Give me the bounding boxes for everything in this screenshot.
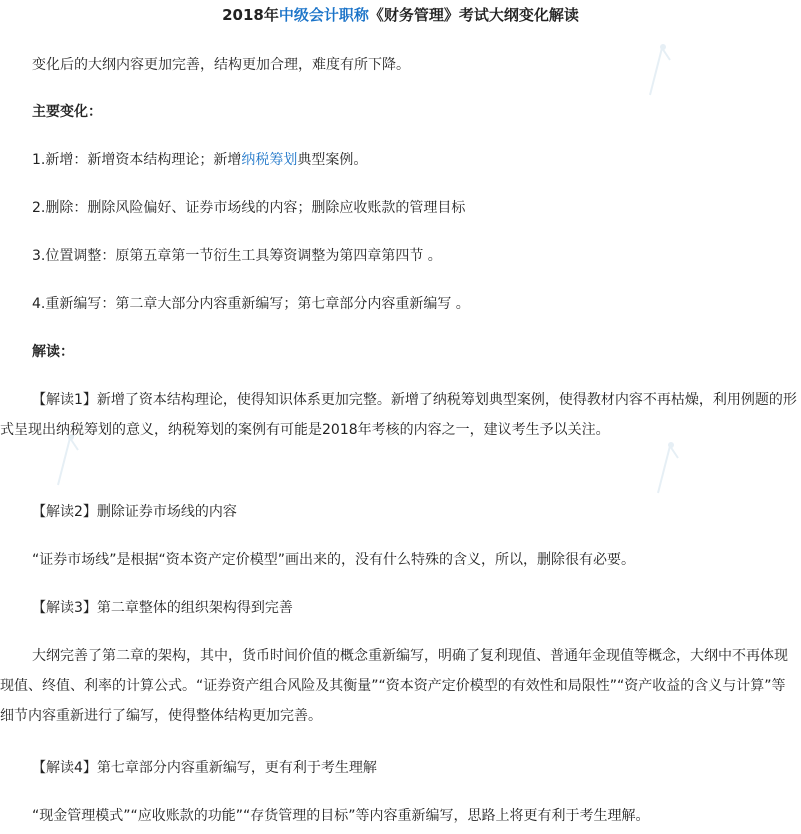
interpretation-4-body: “现金管理模式”“应收账款的功能”“存货管理的目标”等内容重新编写，思路上将更有利于考生理解。 (32, 808, 650, 824)
tax-planning-link[interactable]: 纳税筹划 (241, 152, 298, 168)
analysis-heading: 解读： (32, 344, 74, 360)
interpretation-3-body: 大纲完善了第二章的架构，其中，货币时间价值的概念重新编写，明确了复利现值、普通年金现值等概念，大纲中不再体现现值、终值、利率的计算公式。“证券资产组合风险及其衡量”“资本资产定价模型的有效性和局限性”“资产收益的含义与计算”等细节内容重新进行了编写，使得整体结构更加完善。 (0, 648, 788, 724)
interpretation-2-body: “证券市场线”是根据“资本资产定价模型”画出来的，没有什么特殊的含义，所以，删除很有必要。 (32, 552, 636, 568)
interpretation-3-title: 【解读3】第二章整体的组织架构得到完善 (32, 600, 293, 616)
change-item: 2.删除：删除风险偏好、证券市场线的内容；删除应收账款的管理目标 (32, 200, 466, 216)
article-title (0, 4, 801, 26)
interpretation-1: 【解读1】新增了资本结构理论，使得知识体系更加完整。新增了纳税筹划典型案例，使得教材内容不再枯燥，利用例题的形式呈现出纳税筹划的意义，纳税筹划的案例有可能是2018年考核的内容之一，建议考生予以关注。 (0, 392, 797, 438)
change-1-suffix: 典型案例。 (297, 152, 368, 168)
main-changes-heading: 主要变化： (32, 104, 102, 120)
title-prefix: 2018年 (222, 6, 279, 24)
interpretation-2-title: 【解读2】删除证券市场线的内容 (32, 504, 237, 520)
watermark-icon (648, 438, 688, 498)
change-item: 4.重新编写：第二章大部分内容重新编写；第七章部分内容重新编写 。 (32, 296, 470, 312)
intro-paragraph: 变化后的大纲内容更加完善，结构更加合理，难度有所下降。 (32, 57, 410, 73)
title-link[interactable]: 中级会计职称 (278, 6, 369, 24)
change-item: 3.位置调整：原第五章第一节衍生工具筹资调整为第四章第四节 。 (32, 248, 442, 264)
title-suffix: 《财务管理》考试大纲变化解读 (368, 6, 579, 24)
interpretation-4-title: 【解读4】第七章部分内容重新编写，更有利于考生理解 (32, 760, 377, 776)
change-1-text: 1.新增：新增资本结构理论；新增 (32, 152, 242, 168)
change-item (0, 149, 801, 171)
